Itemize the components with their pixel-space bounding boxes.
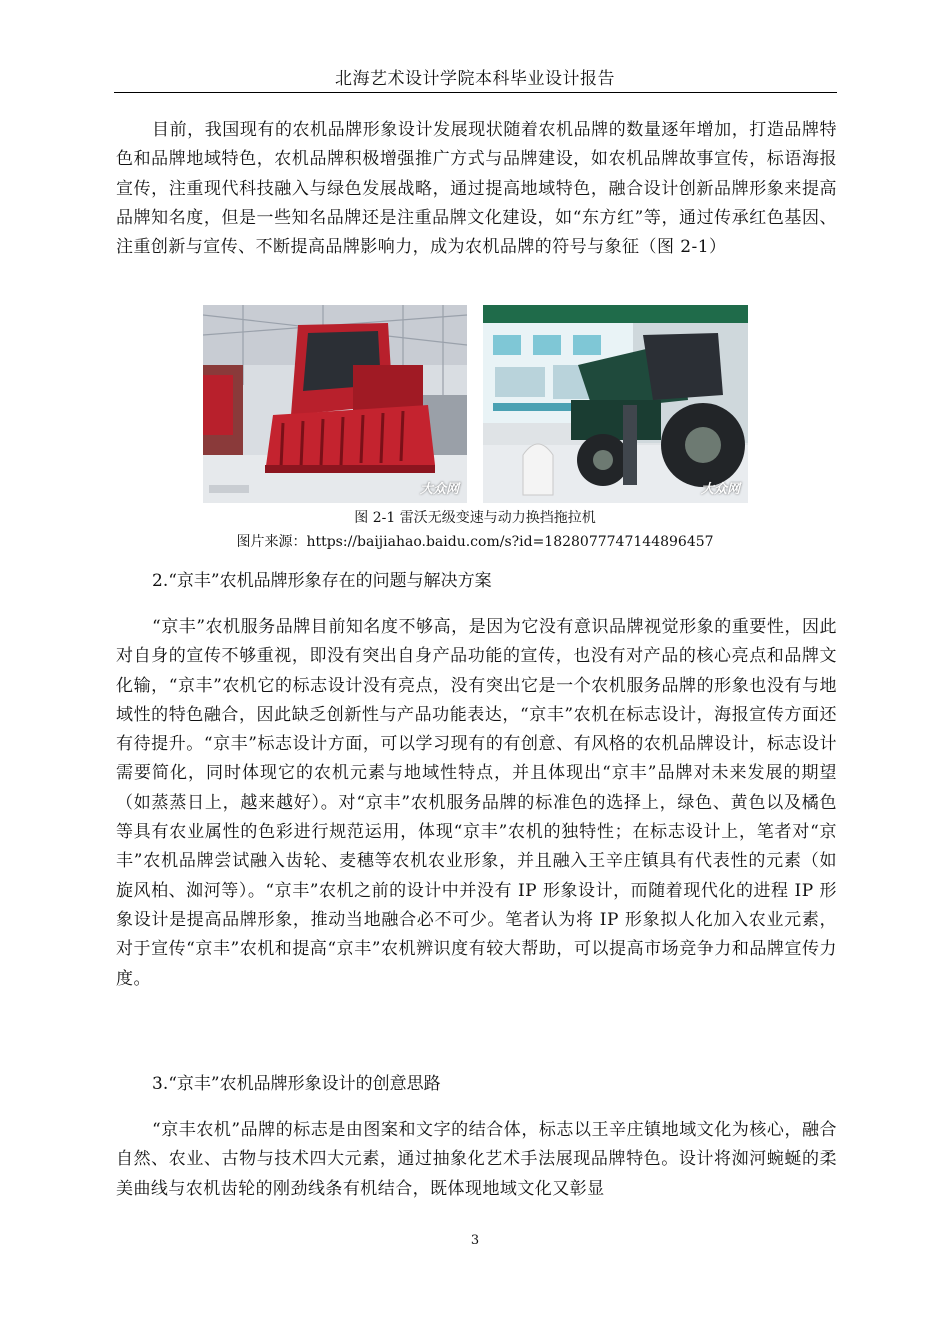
section-heading-3: 3.“京丰”农机品牌形象设计的创意思路 [152, 1074, 441, 1094]
page-number: 3 [470, 1233, 480, 1248]
paragraph-creative-idea: “京丰农机”品牌的标志是由图案和文字的结合体，标志以王辛庄镇地域文化为核心，融合自然、农业、古物与技术四大元素，通过抽象化艺术手法展现品牌特色。设计将洳河蜿蜒的柔美曲线与农机齿轮的刚劲线条有机结合，既体现地域文化又彰显 [116, 1120, 837, 1199]
paragraph-problems-solutions: “京丰”农机服务品牌目前知名度不够高，是因为它没有意识品牌视觉形象的重要性，因此对自身的宣传不够重视，即没有突出自身产品功能的宣传，也没有对产品的核心亮点和品牌文化输，“京丰”农机它的标志设计没有亮点，没有突出它是一个农机服务品牌的形象也没有与地域性的特色融合，因此缺乏创新性与产品功能表达，“京丰”农机在标志设计，海报宣传方面还有待提升。“京丰”标志设计方面，可以学习现有的有创意、有风格的农机品牌设计，标志设计需要简化，同时体现它的农机元素与地域性特点，并且体现出“京丰”品牌对未来发展的期望（如蒸蒸日上，越来越好）。对“京丰”农机服务品牌的标准色的选择上，绿色、黄色以及橘色等具有农业属性的色彩进行规范运用，体现“京丰”农机的独特性；在标志设计上，笔者对“京丰”农机品牌尝试融入齿轮、麦穗等农机农业形象，并且融入王辛庄镇具有代表性的元素（如旋风柏、洳河等）。“京丰”农机之前的设计中并没有 IP 形象设计，而随着现代化的进程 IP 形象设计是提高品牌形象，推动当地融合必不可少。笔者认为将 IP 形象拟人化加入农业元素，对于宣传“京丰”农机和提高“京丰”农机辨识度有较大帮助，可以提高市场竞争力和品牌宣传力度。 [116, 617, 837, 989]
figure-source: 图片来源：https://baijiahao.baidu.com/s?id=1828077747144896457 [236, 534, 714, 550]
figure-caption: 图 2-1 雷沃无级变速与动力换挡拖拉机 [354, 510, 596, 526]
section-heading-2: 2.“京丰”农机品牌形象存在的问题与解决方案 [152, 571, 492, 591]
harvester-photo [203, 305, 467, 503]
watermark-logo: 大众网 [700, 482, 740, 497]
watermark-logo: 大众网 [419, 482, 459, 497]
header-divider [114, 92, 837, 93]
tractor-photo [483, 305, 748, 503]
paragraph-current-status: 目前，我国现有的农机品牌形象设计发展现状随着农机品牌的数量逐年增加，打造品牌特色和品牌地域特色，农机品牌积极增强推广方式与品牌建设，如农机品牌故事宣传，标语海报宣传，注重现代科技融入与绿色发展战略，通过提高地域特色，融合设计创新品牌形象来提高品牌知名度，但是一些知名品牌还是注重品牌文化建设，如“东方红”等，通过传承红色基因、注重创新与宣传、不断提高品牌影响力，成为农机品牌的符号与象征（图 2-1） [116, 120, 837, 258]
page-header-title: 北海艺术设计学院本科毕业设计报告 [335, 69, 615, 89]
